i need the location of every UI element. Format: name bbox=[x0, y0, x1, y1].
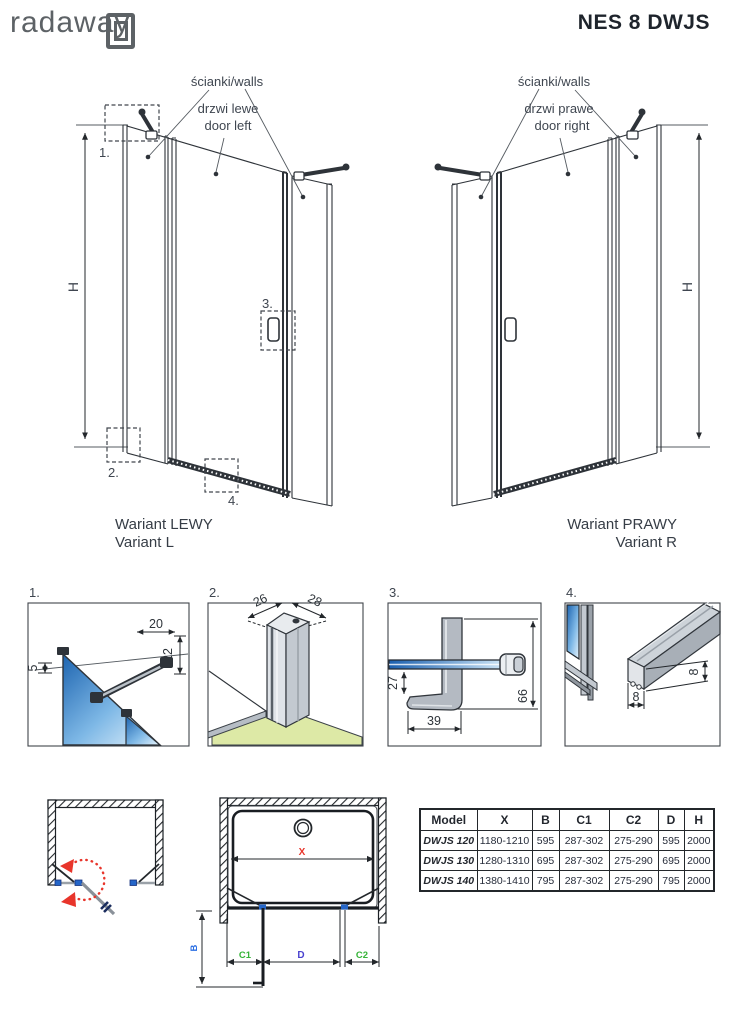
dim-x-label: X bbox=[298, 847, 306, 858]
cell-c1: 287-302 bbox=[559, 851, 609, 871]
cell-x: 1380-1410 bbox=[477, 871, 532, 892]
detail-3-dim-total: 66 bbox=[516, 689, 530, 703]
cell-h: 2000 bbox=[684, 871, 714, 892]
left-variant-linework bbox=[65, 74, 350, 551]
left-caption-en: Variant L bbox=[115, 534, 174, 551]
detail-3-dim-drop: 27 bbox=[386, 676, 400, 690]
variant-diagrams bbox=[0, 65, 747, 565]
col-header-b: B bbox=[532, 809, 559, 831]
detail-1-number: 1. bbox=[29, 585, 40, 600]
cell-b: 595 bbox=[532, 831, 559, 851]
right-door-label-pl: drzwi prawe bbox=[524, 101, 594, 116]
detail-2-wall-profile bbox=[208, 585, 363, 746]
tray-plan-schematic bbox=[189, 798, 386, 987]
cell-h: 2000 bbox=[684, 831, 714, 851]
swing-arrow-top-icon bbox=[60, 859, 74, 873]
swing-arrow-bottom-icon bbox=[61, 892, 76, 907]
cell-model: DWJS 130 bbox=[420, 851, 477, 871]
detail-3-dim-foot: 39 bbox=[427, 714, 441, 728]
detail-3-number: 3. bbox=[389, 585, 400, 600]
left-callout-3: 3. bbox=[262, 296, 273, 311]
detail-4-dim-width: 8 bbox=[632, 690, 640, 704]
dim-b-label: B bbox=[189, 944, 200, 952]
detail-4-dim-height: 8 bbox=[687, 668, 701, 676]
col-header-c1: C1 bbox=[559, 809, 609, 831]
product-title: NES 8 DWJS bbox=[577, 11, 710, 34]
detail-1-dim-top: 20 bbox=[149, 617, 163, 631]
right-height-label: H bbox=[679, 281, 695, 293]
cell-h: 2000 bbox=[684, 851, 714, 871]
detail-2-dim-right: 28 bbox=[305, 591, 325, 610]
left-height-label: H bbox=[65, 281, 81, 293]
col-header-model: Model bbox=[420, 809, 477, 831]
dim-c2-label: C2 bbox=[355, 950, 369, 961]
right-caption-en: Variant R bbox=[615, 534, 677, 551]
detail-1-dim-gap: 5 bbox=[26, 664, 40, 672]
cell-model: DWJS 140 bbox=[420, 871, 477, 892]
logo-text: radaway bbox=[10, 6, 131, 39]
left-callout-1: 1. bbox=[99, 145, 110, 160]
cell-c2: 275-290 bbox=[609, 831, 658, 851]
cell-c2: 275-290 bbox=[609, 851, 658, 871]
cell-model: DWJS 120 bbox=[420, 831, 477, 851]
col-header-h: H bbox=[684, 809, 714, 831]
detail-2-number: 2. bbox=[209, 585, 220, 600]
detail-drawings bbox=[0, 575, 747, 775]
left-door-label-en: door left bbox=[204, 118, 252, 133]
dim-d-label: D bbox=[297, 950, 305, 961]
table-row bbox=[420, 851, 714, 871]
cell-x: 1180-1210 bbox=[477, 831, 532, 851]
open-door-line bbox=[82, 883, 114, 914]
cell-d: 695 bbox=[658, 851, 684, 871]
left-caption-pl: Wariant LEWY bbox=[115, 516, 213, 533]
left-callout-2: 2. bbox=[108, 465, 119, 480]
detail-2-dim-left: 26 bbox=[250, 591, 270, 610]
detail-3-handle-bracket bbox=[386, 585, 541, 746]
logo-square-icon-inner bbox=[114, 21, 128, 41]
cell-d: 595 bbox=[658, 831, 684, 851]
detail-4-number: 4. bbox=[566, 585, 577, 600]
logo-square-icon bbox=[106, 13, 135, 49]
table-row bbox=[420, 871, 714, 892]
right-walls-label: ścianki/walls bbox=[517, 74, 591, 89]
table-header-row bbox=[420, 809, 714, 831]
right-caption-pl: Wariant PRAWY bbox=[567, 516, 677, 533]
cell-d: 795 bbox=[658, 871, 684, 892]
cell-c1: 287-302 bbox=[559, 831, 609, 851]
cell-c1: 287-302 bbox=[559, 871, 609, 892]
cell-x: 1280-1310 bbox=[477, 851, 532, 871]
left-walls-label: ścianki/walls bbox=[190, 74, 264, 89]
left-door-label-pl: drzwi lewe bbox=[197, 101, 259, 116]
col-header-d: D bbox=[658, 809, 684, 831]
door-swing-schematic bbox=[48, 800, 163, 914]
detail-4-threshold-profile bbox=[565, 585, 720, 746]
cell-b: 795 bbox=[532, 871, 559, 892]
col-header-x: X bbox=[477, 809, 532, 831]
table-row bbox=[420, 831, 714, 851]
dimensions-table bbox=[419, 808, 715, 892]
right-variant-linework bbox=[435, 74, 711, 551]
left-callout-4: 4. bbox=[228, 493, 239, 508]
dim-c1-label: C1 bbox=[238, 950, 252, 961]
cell-c2: 275-290 bbox=[609, 871, 658, 892]
right-door-label-en: door right bbox=[534, 118, 590, 133]
detail-1-dim-side: 22 bbox=[161, 648, 175, 662]
cell-b: 695 bbox=[532, 851, 559, 871]
detail-1-top-bracket bbox=[26, 585, 189, 746]
col-header-c2: C2 bbox=[609, 809, 658, 831]
